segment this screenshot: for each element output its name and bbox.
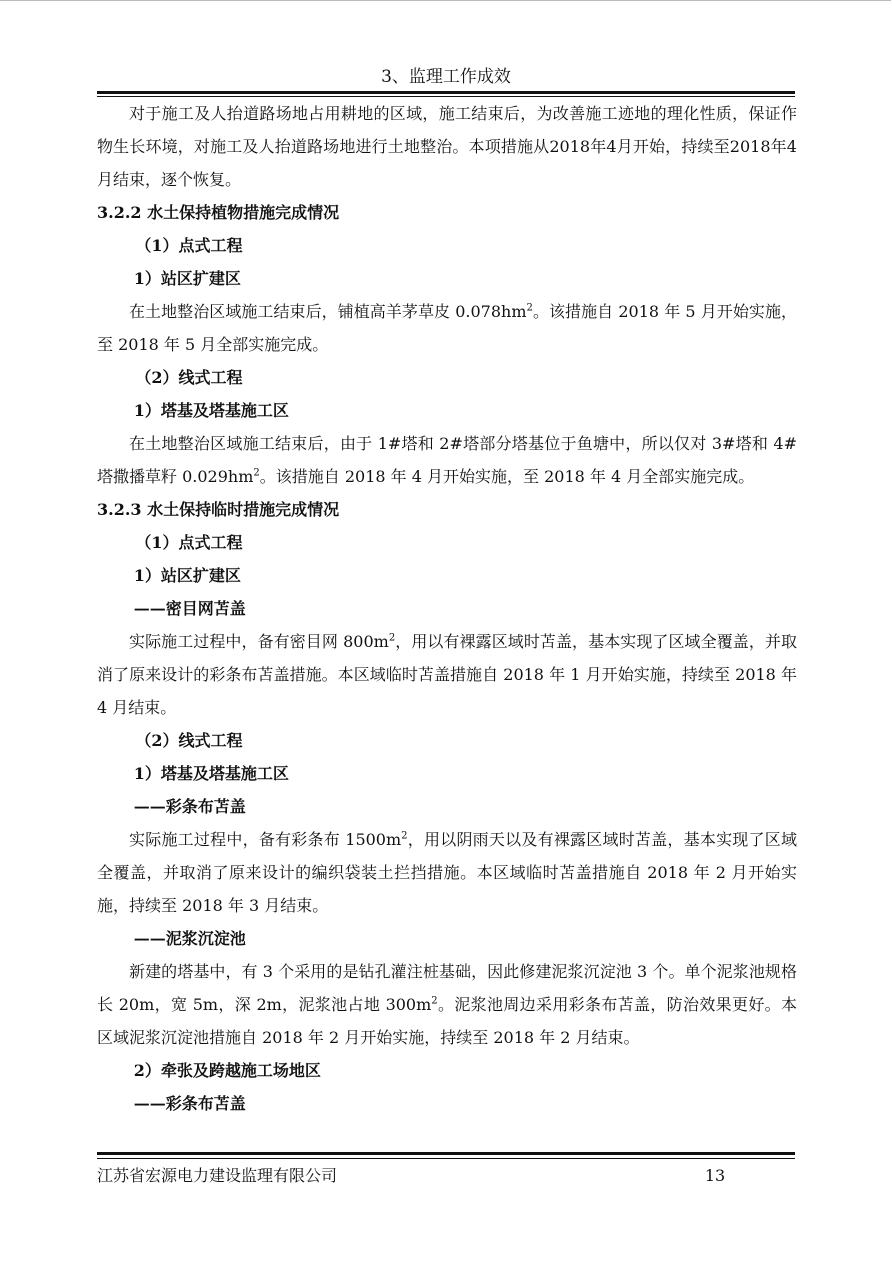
subheading-line-project-2: （2）线式工程 <box>135 731 243 750</box>
footer-rule-thin <box>97 1158 795 1159</box>
page-header-title: 3、监理工作成效 <box>381 67 511 87</box>
subheading-tension-crossing-site: 2）牵张及跨越施工场地区 <box>133 1061 321 1080</box>
paragraph-dense-mesh: 实际施工过程中，备有密目网 $800m^2$，用以有裸露区域时苫盖，基本实现了区域全覆盖，并取消了原来设计的彩条布苫盖措施。本区域临时苫盖措施自 2018 年 1 月开始实施，持续至 2018 年 4 月结束。 <box>97 632 797 717</box>
subheading-point-project: （1）点式工程 <box>135 236 243 255</box>
page-body <box>97 97 797 1120</box>
paragraph-grass-seeding: 在土地整治区域施工结束后，由于 1#塔和 2#塔部分塔基位于鱼塘中，所以仅对 3#塔和 4#塔撒播草籽 $0.029hm^2$。该措施自 2018 年 4 月开始实施，至 2018 年 4 月全部实施完成。 <box>97 434 797 486</box>
subheading-station-expansion-2: 1）站区扩建区 <box>133 566 241 585</box>
footer-rule-thick <box>97 1152 795 1155</box>
subheading-point-project-2: （1）点式工程 <box>135 533 243 552</box>
footer-company-name: 江苏省宏源电力建设监理有限公司 <box>97 1166 338 1185</box>
subheading-station-expansion: 1）站区扩建区 <box>133 269 241 288</box>
header-rule-thick <box>97 91 795 94</box>
section-heading-3-2-3: 3.2.3 水土保持临时措施完成情况 <box>97 500 340 519</box>
subheading-tower-base-area-2: 1）塔基及塔基施工区 <box>133 764 289 783</box>
page-number: 13 <box>704 1166 726 1185</box>
item-color-strip-cover: ——彩条布苫盖 <box>133 797 246 816</box>
item-dense-mesh-cover: ——密目网苫盖 <box>133 599 246 618</box>
paragraph-mud-pond: 新建的塔基中，有 3 个采用的是钻孔灌注桩基础，因此修建泥浆沉淀池 3 个。单个泥浆池规格长 20m，宽 5m，深 2m，泥浆池占地 $300m^2$。泥浆池周边采用彩条布苫盖，防治效果更好。本区域泥浆沉淀池措施自 2018 年 2 月开始实施，持续至 2018 年 2 月结束。 <box>97 962 797 1047</box>
item-mud-settling-pond: ——泥浆沉淀池 <box>133 929 246 948</box>
paragraph-turf-planting: 在土地整治区域施工结束后，铺植高羊茅草皮 $0.078hm^2$。该措施自 2018 年 5 月开始实施，至 2018 年 5 月全部实施完成。 <box>97 302 797 354</box>
page-border <box>0 0 891 1</box>
paragraph-land-consolidation: 对于施工及人抬道路场地占用耕地的区域，施工结束后，为改善施工迹地的理化性质，保证作物生长环境，对施工及人抬道路场地进行土地整治。本项措施从2018年4月开始，持续至2018年4月结束，逐个恢复。 <box>97 104 797 189</box>
subheading-line-project: （2）线式工程 <box>135 368 243 387</box>
section-heading-3-2-2: 3.2.2 水土保持植物措施完成情况 <box>97 203 340 222</box>
paragraph-color-strip: 实际施工过程中，备有彩条布 $1500m^2$，用以阴雨天以及有裸露区域时苫盖，基本实现了区域全覆盖，并取消了原来设计的编织袋装土拦挡措施。本区域临时苫盖措施自 2018 年 2 月开始实施，持续至 2018 年 3 月结束。 <box>97 830 797 915</box>
item-color-strip-cover-2: ——彩条布苫盖 <box>133 1094 246 1113</box>
subheading-tower-base-area: 1）塔基及塔基施工区 <box>133 401 289 420</box>
